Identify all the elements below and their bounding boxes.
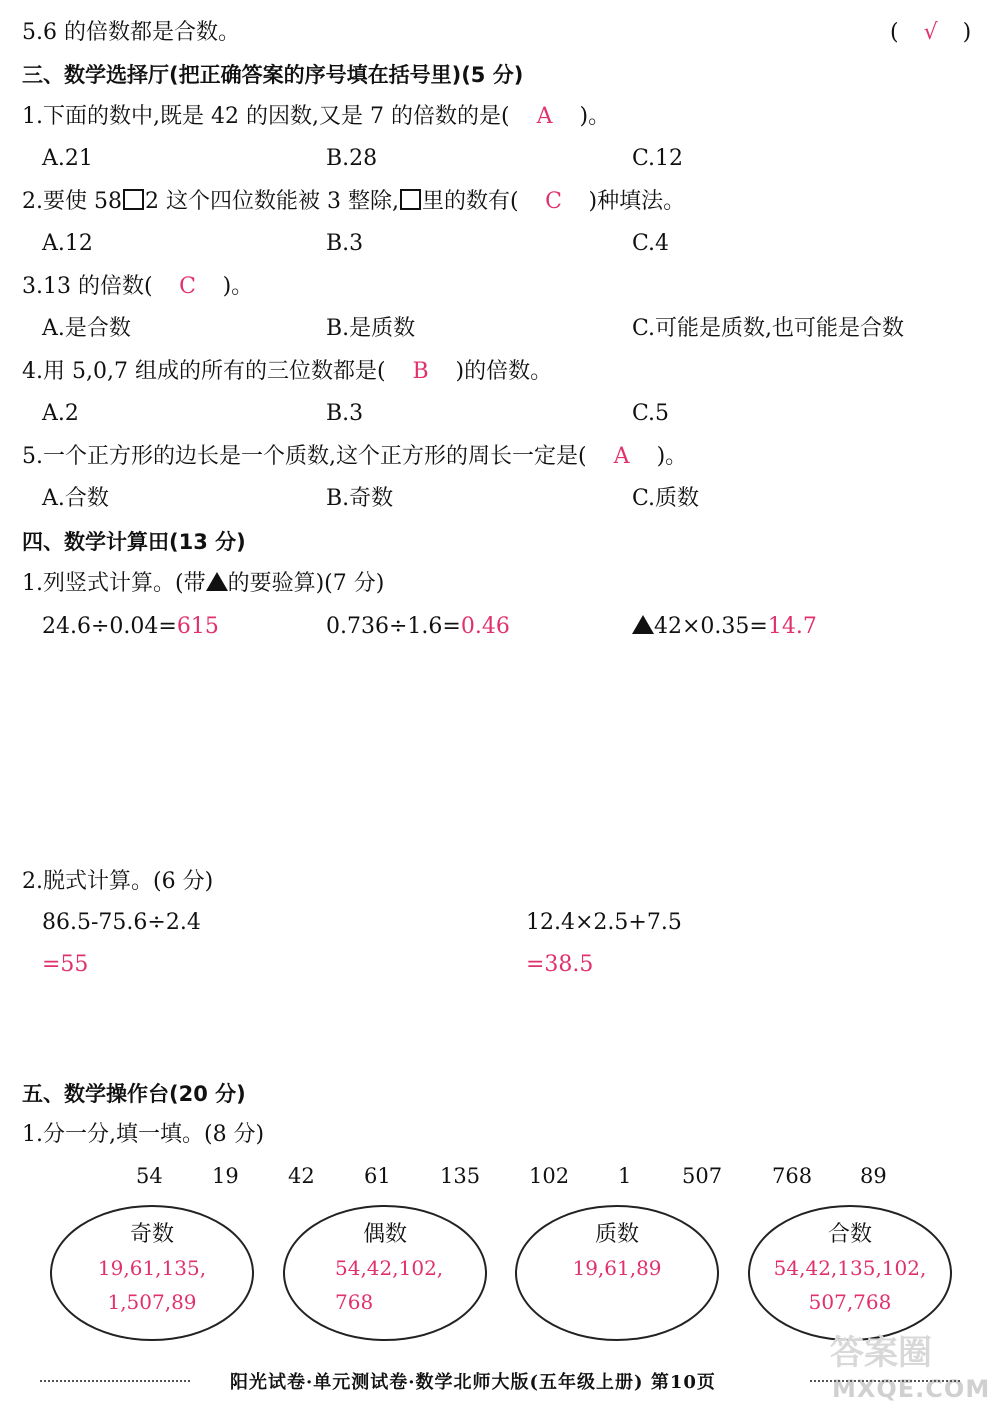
open-paren: ( (890, 20, 899, 45)
judge-q5-answer (890, 18, 971, 48)
s3-q1-post: )。 (579, 104, 611, 129)
s3-q1-option-b: B.28 (326, 146, 378, 171)
s3-q3-option-b: B.是质数 (326, 316, 416, 341)
oval-prime-line1: 19,61,89 (572, 1256, 662, 1280)
number-item: 102 (529, 1164, 570, 1188)
s3-q5-post: )。 (656, 444, 688, 469)
oval-odd (50, 1205, 254, 1341)
s3-q3-post: )。 (222, 274, 254, 299)
oval-even-answer (285, 1251, 485, 1319)
s4-p2-expr-2: 12.4×2.5+7.5 (526, 910, 682, 935)
s3-q5-option-c: C.质数 (632, 486, 700, 511)
oval-composite-line1: 54,42,135,102, (773, 1256, 927, 1280)
s4-calc-1-expr: 24.6÷0.04= (42, 614, 177, 639)
s4-calc-1-result: 615 (176, 614, 219, 639)
number-item: 61 (364, 1164, 391, 1188)
number-item: 89 (860, 1164, 887, 1188)
oval-even-line1: 54,42,102, (335, 1256, 444, 1280)
s3-q4-option-c: C.5 (632, 401, 670, 426)
s4-calc-3 (632, 612, 817, 642)
check-mark: √ (923, 20, 938, 45)
section-4-title: 四、数学计算田(13 分) (22, 530, 246, 554)
s3-q2-answer: C (545, 189, 562, 214)
s4-p1-title-pre: 1.列竖式计算。(带 (22, 571, 206, 596)
section-5-title: 五、数学操作台(20 分) (22, 1082, 246, 1106)
s3-q3 (22, 272, 253, 302)
oval-composite-answer (750, 1251, 950, 1319)
oval-prime (515, 1205, 719, 1341)
s4-calc-2-result: 0.46 (460, 614, 510, 639)
s3-q3-answer: C (179, 274, 196, 299)
triangle-icon (206, 572, 228, 591)
s4-calc-1 (42, 612, 219, 642)
s4-p1-title-post: 的要验算)(7 分) (227, 571, 385, 596)
footer-text: 阳光试卷·单元测试卷·数学北师大版(五年级上册) 第10页 (230, 1372, 716, 1393)
s3-q5-answer: A (613, 444, 630, 469)
s3-q2-post: )种填法。 (588, 189, 686, 214)
s3-q2-option-b: B.3 (326, 231, 364, 256)
s4-p1-title (22, 569, 384, 599)
judge-q5: 5.6 的倍数都是合数。 (22, 20, 240, 45)
s5-p1-title: 1.分一分,填一填。(8 分) (22, 1122, 265, 1147)
s4-p2-result-2: =38.5 (526, 952, 594, 977)
s3-q4-option-a: A.2 (42, 401, 79, 426)
triangle-icon (632, 615, 654, 634)
s3-q4-option-b: B.3 (326, 401, 364, 426)
number-item: 19 (212, 1164, 239, 1188)
watermark-url: MXQE.COM (832, 1375, 991, 1403)
s3-q2-text3: 里的数有( (421, 189, 519, 214)
footer-divider-right (810, 1380, 960, 1382)
oval-prime-answer (517, 1251, 717, 1285)
s3-q2-option-a: A.12 (42, 231, 93, 256)
s4-calc-3-expr: 42×0.35= (654, 614, 768, 639)
section-3-title: 三、数学选择厅(把正确答案的序号填在括号里)(5 分) (22, 63, 524, 87)
number-item: 135 (440, 1164, 481, 1188)
s3-q3-option-c: C.可能是质数,也可能是合数 (632, 316, 905, 341)
oval-odd-line2: 1,507,89 (107, 1290, 197, 1314)
number-item: 1 (618, 1164, 632, 1188)
s3-q5-option-a: A.合数 (42, 486, 109, 511)
s3-q1-option-a: A.21 (42, 146, 93, 171)
oval-odd-line1: 19,61,135, (97, 1256, 207, 1280)
blank-square-icon (123, 189, 144, 210)
s4-p2-expr-1: 86.5-75.6÷2.4 (42, 910, 201, 935)
s3-q1-option-c: C.12 (632, 146, 684, 171)
s3-q2-text2: 2 这个四位数能被 3 整除, (144, 189, 399, 214)
s3-q4-post: )的倍数。 (455, 359, 553, 384)
footer-divider-left (40, 1380, 190, 1382)
s3-q3-text: 3.13 的倍数( (22, 274, 153, 299)
blank-square-icon (400, 189, 421, 210)
s3-q2-option-c: C.4 (632, 231, 670, 256)
oval-composite-title: 合数 (827, 1222, 872, 1247)
s3-q2-text1: 2.要使 58 (22, 189, 122, 214)
s4-p2-result-1: =55 (42, 952, 89, 977)
s3-q3-option-a: A.是合数 (42, 316, 131, 341)
s3-q2 (22, 187, 685, 217)
s3-q1 (22, 102, 610, 132)
s4-calc-2 (326, 612, 510, 642)
number-item: 42 (288, 1164, 315, 1188)
oval-prime-title: 质数 (594, 1222, 639, 1247)
s3-q4-text: 4.用 5,0,7 组成的所有的三位数都是( (22, 359, 386, 384)
s4-calc-3-result: 14.7 (767, 614, 817, 639)
s3-q5-text: 5.一个正方形的边长是一个质数,这个正方形的周长一定是( (22, 444, 587, 469)
s3-q1-answer: A (536, 104, 553, 129)
s3-q4-answer: B (412, 359, 429, 384)
s4-calc-2-expr: 0.736÷1.6= (326, 614, 461, 639)
close-paren: ) (962, 20, 972, 45)
number-item: 507 (682, 1164, 723, 1188)
oval-composite (748, 1205, 952, 1341)
oval-composite-line2: 507,768 (808, 1290, 892, 1314)
number-item: 768 (772, 1164, 813, 1188)
oval-odd-title: 奇数 (129, 1222, 174, 1247)
s4-p2-title: 2.脱式计算。(6 分) (22, 869, 214, 894)
s3-q4 (22, 357, 552, 387)
oval-odd-answer (52, 1251, 252, 1319)
oval-even (283, 1205, 487, 1341)
number-item: 54 (136, 1164, 163, 1188)
page-footer (40, 1368, 960, 1394)
s3-q1-text: 1.下面的数中,既是 42 的因数,又是 7 的倍数的是( (22, 104, 510, 129)
oval-even-title: 偶数 (362, 1222, 407, 1247)
oval-even-line2: 768 (335, 1290, 374, 1314)
s3-q5 (22, 442, 687, 472)
watermark-logo: 答案圈 (830, 1333, 932, 1373)
s3-q5-option-b: B.奇数 (326, 486, 394, 511)
